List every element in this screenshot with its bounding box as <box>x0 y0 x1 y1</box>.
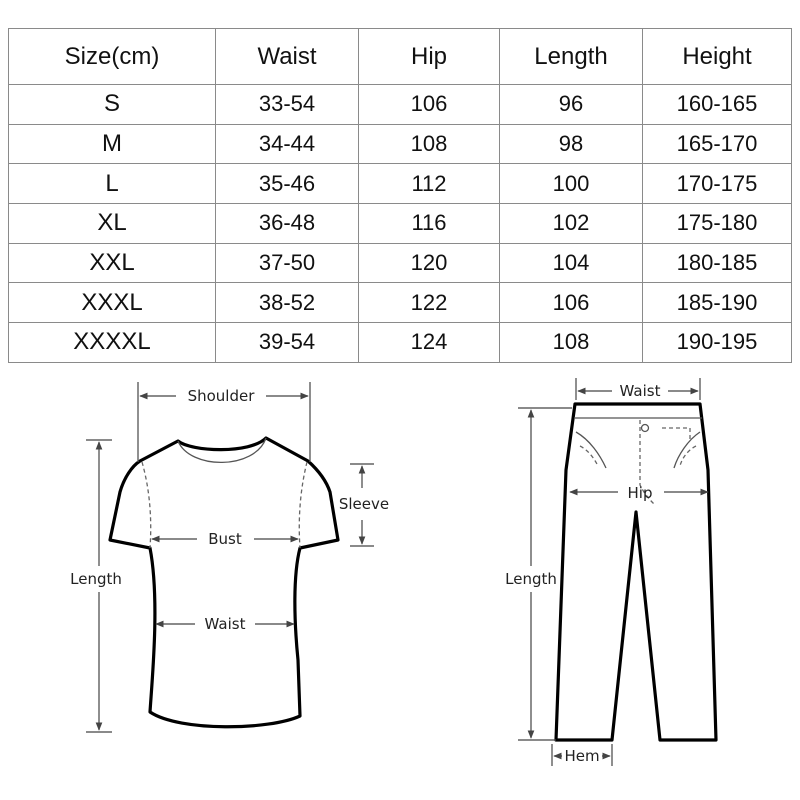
cell-waist: 34-44 <box>216 124 359 164</box>
cell-length: 108 <box>500 323 643 363</box>
cell-hip: 120 <box>359 243 500 283</box>
measurement-diagrams <box>0 365 800 800</box>
pants-pocket-right <box>674 432 700 468</box>
cell-size: M <box>9 124 216 164</box>
cell-height: 175-180 <box>643 204 792 244</box>
cell-waist: 37-50 <box>216 243 359 283</box>
table-row <box>9 124 792 164</box>
bust-label: Bust <box>208 530 242 548</box>
cell-length: 102 <box>500 204 643 244</box>
pants-pocket-left <box>576 432 606 468</box>
cell-length: 106 <box>500 283 643 323</box>
header-length: Length <box>500 29 643 85</box>
sleeve-label: Sleeve <box>338 495 390 513</box>
tshirt-diagram <box>70 382 389 732</box>
header-height: Height <box>643 29 792 85</box>
cell-height: 190-195 <box>643 323 792 363</box>
tshirt-outline <box>110 438 338 727</box>
pants-button <box>642 425 649 432</box>
table-row <box>9 243 792 283</box>
shoulder-label: Shoulder <box>187 387 255 405</box>
cell-size: XXL <box>9 243 216 283</box>
header-waist: Waist <box>216 29 359 85</box>
cell-waist: 35-46 <box>216 164 359 204</box>
tshirt-shoulder-seam-left <box>142 462 151 548</box>
cell-size: XXXL <box>9 283 216 323</box>
cell-waist: 36-48 <box>216 204 359 244</box>
cell-hip: 124 <box>359 323 500 363</box>
pants-outline <box>556 404 716 740</box>
cell-hip: 106 <box>359 85 500 125</box>
cell-size: S <box>9 85 216 125</box>
cell-waist: 39-54 <box>216 323 359 363</box>
cell-size: L <box>9 164 216 204</box>
hem-label: Hem <box>564 747 600 765</box>
hip-label: Hip <box>627 484 653 502</box>
shirt-waist-label: Waist <box>204 615 246 633</box>
cell-waist: 38-52 <box>216 283 359 323</box>
pants-waist-label: Waist <box>619 382 661 400</box>
header-hip: Hip <box>359 29 500 85</box>
cell-waist: 33-54 <box>216 85 359 125</box>
table-header-row <box>9 29 792 85</box>
shirt-length-label: Length <box>70 570 122 588</box>
cell-length: 100 <box>500 164 643 204</box>
tshirt-shoulder-seam-right <box>299 462 307 548</box>
cell-size: XXXXL <box>9 323 216 363</box>
table-row <box>9 85 792 125</box>
cell-hip: 116 <box>359 204 500 244</box>
cell-size: XL <box>9 204 216 244</box>
table-row <box>9 283 792 323</box>
pants-pocket-right-stitch <box>680 446 696 466</box>
table-row <box>9 204 792 244</box>
cell-length: 98 <box>500 124 643 164</box>
cell-hip: 122 <box>359 283 500 323</box>
pants-coin-pocket <box>662 428 690 440</box>
size-chart-table <box>8 28 792 363</box>
cell-height: 165-170 <box>643 124 792 164</box>
cell-length: 104 <box>500 243 643 283</box>
header-size: Size(cm) <box>9 29 216 85</box>
cell-hip: 112 <box>359 164 500 204</box>
pants-diagram <box>505 378 716 766</box>
pants-length-label: Length <box>505 570 557 588</box>
cell-hip: 108 <box>359 124 500 164</box>
cell-length: 96 <box>500 85 643 125</box>
cell-height: 170-175 <box>643 164 792 204</box>
cell-height: 160-165 <box>643 85 792 125</box>
cell-height: 180-185 <box>643 243 792 283</box>
table-row <box>9 164 792 204</box>
cell-height: 185-190 <box>643 283 792 323</box>
table-row <box>9 323 792 363</box>
